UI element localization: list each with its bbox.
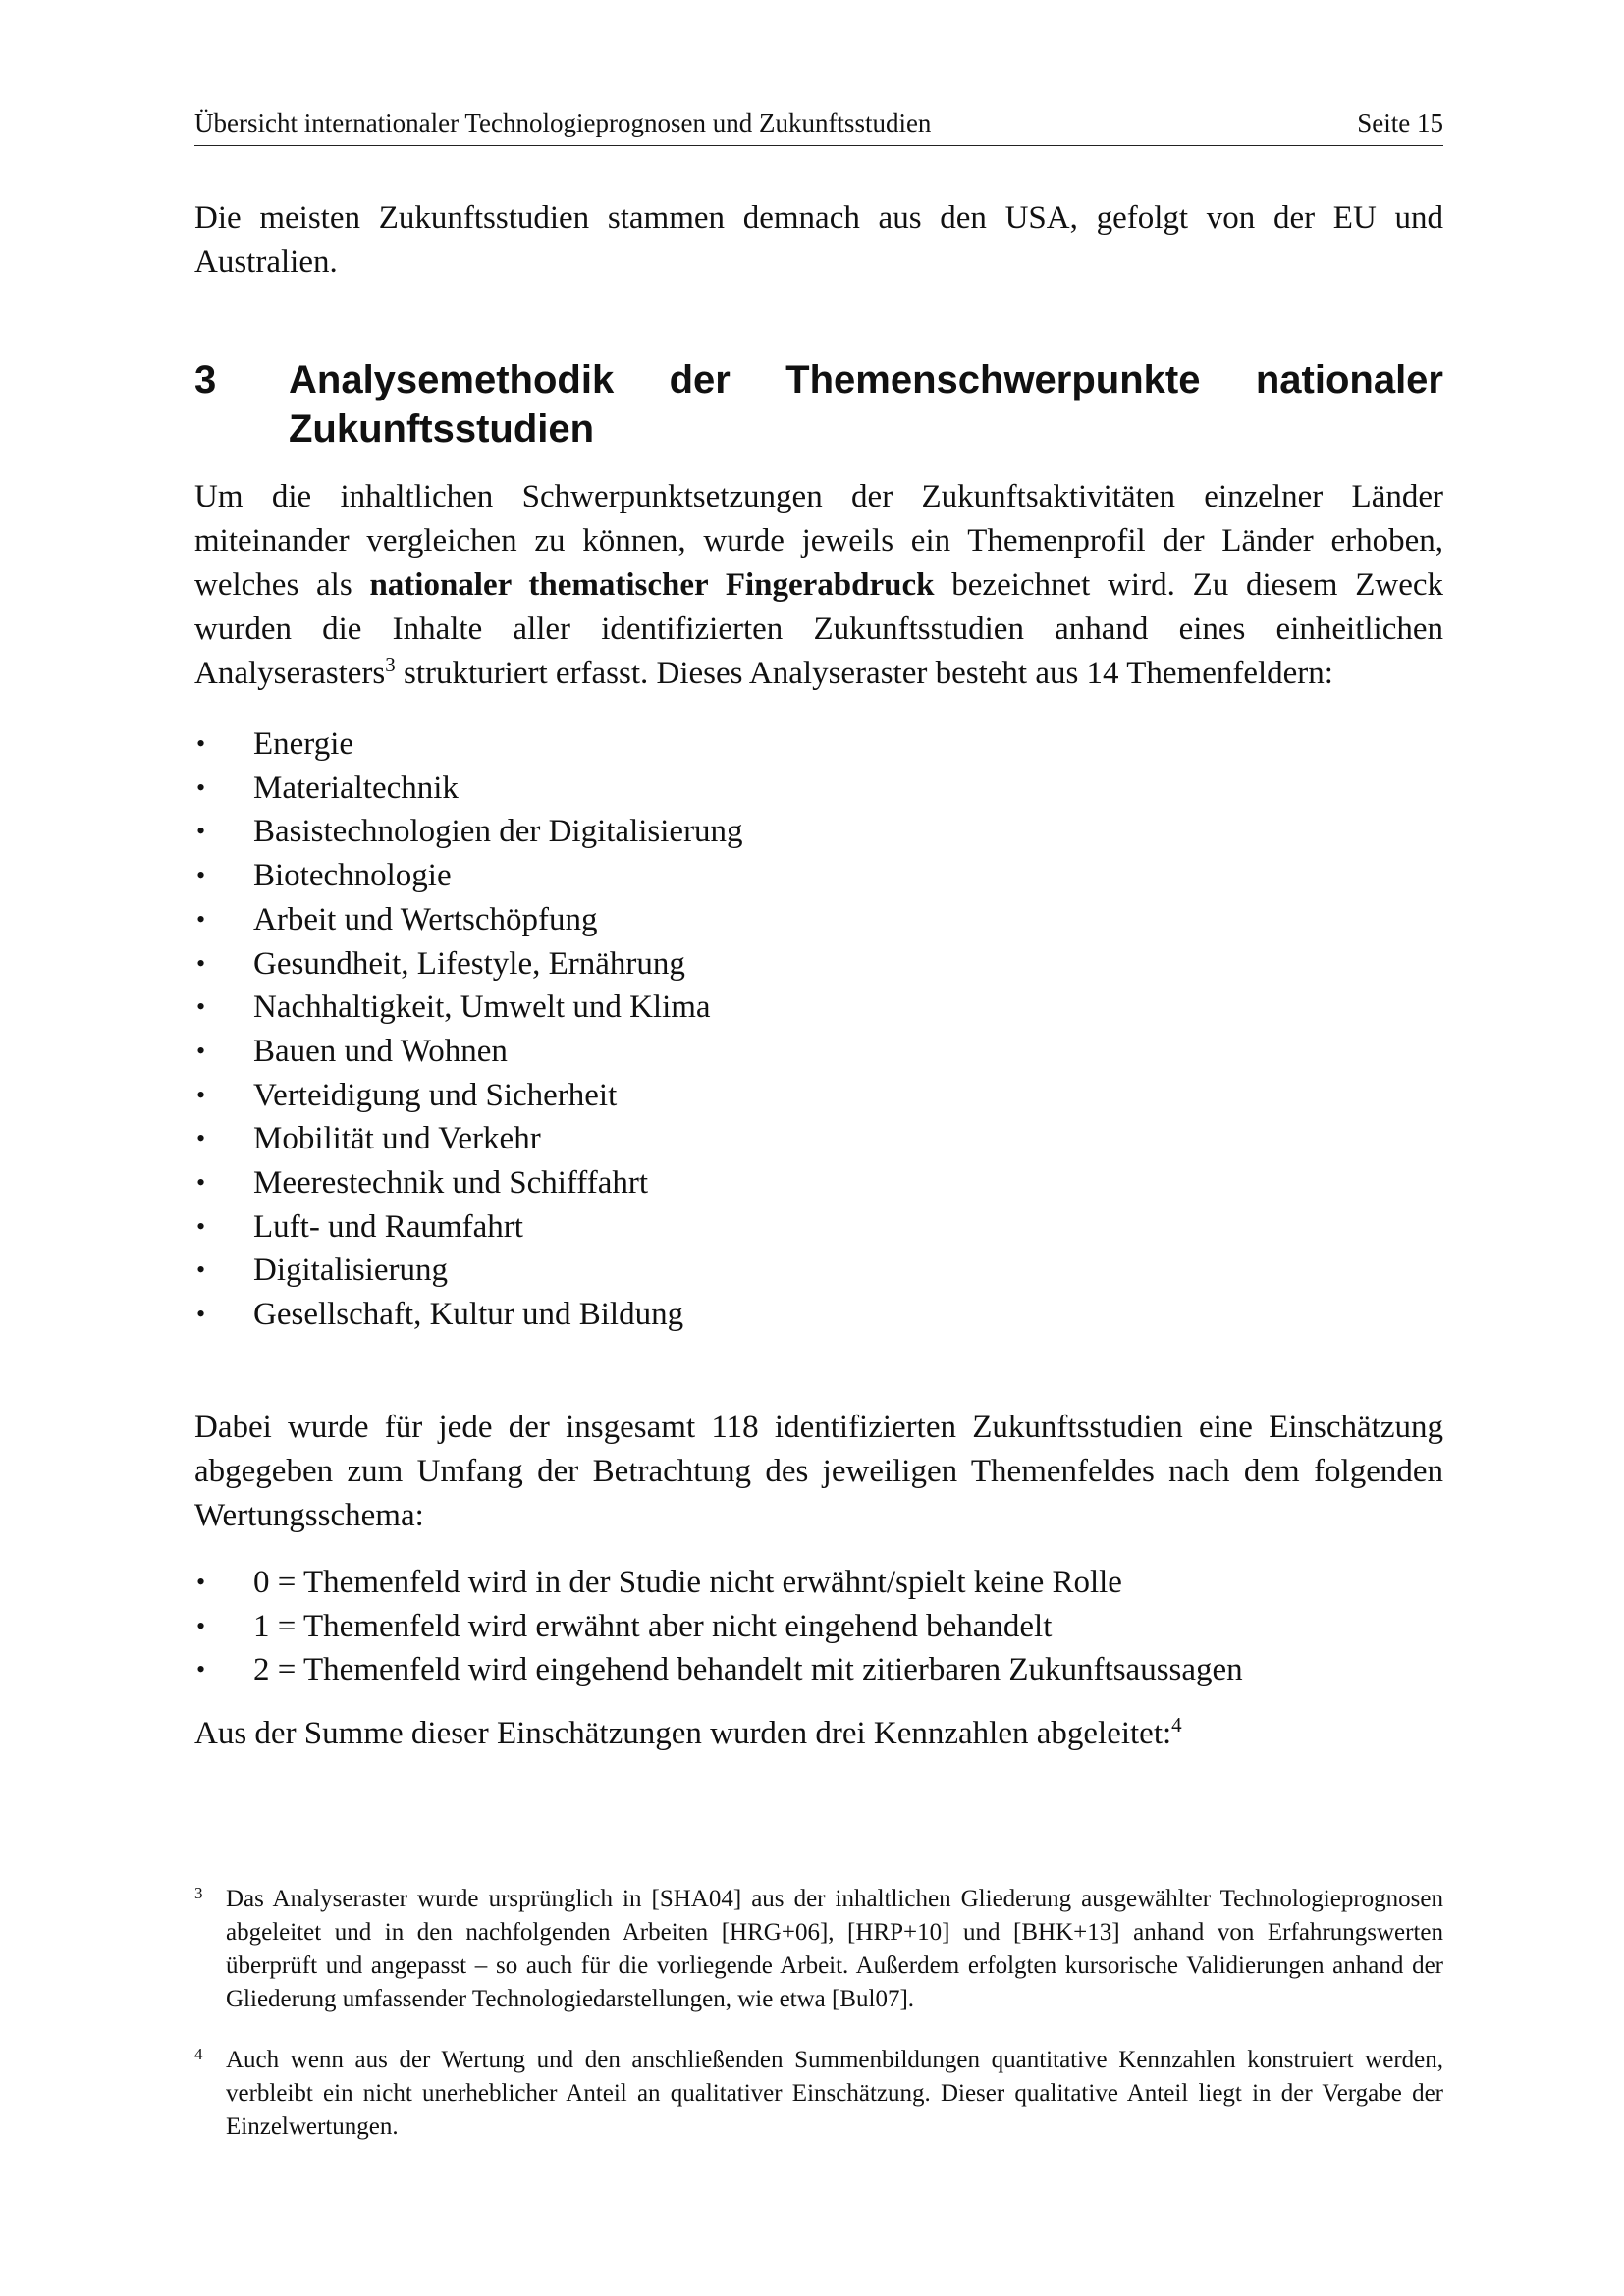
paragraph-text: Um die inhaltlichen Schwerpunktsetzungen der Zukunftsaktivitäten einzelner Länder miteinander vergleichen zu können, wurde jeweils ein Themenprofil der Länder erhoben, welches als xyxy=(194,479,1443,603)
list-item: • Bauen und Wohnen xyxy=(194,1030,1443,1074)
bullet-icon: • xyxy=(196,1211,206,1241)
method-paragraph xyxy=(194,475,1443,696)
bullet-icon: • xyxy=(196,948,206,978)
bullet-icon: • xyxy=(196,1655,206,1684)
footnote-text: Auch wenn aus der Wertung und den anschließenden Summenbildungen quantitative Kennzahlen konstruiert werden, verbleibt ein nicht unerheblicher Anteil an qualitativer Einschätzung. Dieser qualitative Anteil liegt in der Vergabe der Einzelwertungen. xyxy=(226,2047,1443,2140)
footnote xyxy=(194,1883,1443,2016)
bullet-icon: • xyxy=(196,1036,206,1065)
list-item: • Gesellschaft, Kultur und Bildung xyxy=(194,1293,1443,1337)
bullet-icon: • xyxy=(196,992,206,1022)
list-item: • 1 = Themenfeld wird erwähnt aber nicht eingehend behandelt xyxy=(194,1605,1443,1649)
list-item: • Energie xyxy=(194,722,1443,767)
bullet-icon: • xyxy=(196,817,206,846)
list-item: • Verteidigung und Sicherheit xyxy=(194,1074,1443,1118)
rating-scheme-list xyxy=(194,1561,1443,1692)
paragraph-text: strukturiert erfasst. Dieses Analyseraster besteht aus 14 Themenfeldern: xyxy=(395,656,1333,691)
list-item: • 0 = Themenfeld wird in der Studie nicht erwähnt/spielt keine Rolle xyxy=(194,1561,1443,1605)
list-item: • Nachhaltigkeit, Umwelt und Klima xyxy=(194,986,1443,1030)
bullet-icon: • xyxy=(196,1255,206,1285)
bullet-icon: • xyxy=(196,1080,206,1109)
bullet-icon: • xyxy=(196,1168,206,1198)
rating-intro-paragraph: Dabei wurde für jede der insgesamt 118 identifizierten Zukunftsstudien eine Einschätzung abgegeben zum Umfang der Betrachtung des jeweiligen Themenfeldes nach dem folgenden Wertungsschema: xyxy=(194,1410,1443,1533)
section-number: 3 xyxy=(194,358,217,401)
list-item: • Mobilität und Verkehr xyxy=(194,1117,1443,1161)
header-title: Übersicht internationaler Technologieprognosen und Zukunftsstudien xyxy=(194,108,932,137)
footnote-mark: 4 xyxy=(194,2045,203,2063)
bullet-icon: • xyxy=(196,729,206,758)
bullet-icon: • xyxy=(196,904,206,934)
list-item: • Meerestechnik und Schifffahrt xyxy=(194,1161,1443,1205)
bullet-icon: • xyxy=(196,1124,206,1153)
footnote-ref[interactable]: 4 xyxy=(1171,1713,1182,1736)
list-item: • Basistechnologien der Digitalisierung xyxy=(194,810,1443,854)
bold-term: nationaler thematischer Fingerabdruck xyxy=(369,567,935,603)
list-item: • Arbeit und Wertschöpfung xyxy=(194,898,1443,942)
footnote xyxy=(194,2044,1443,2144)
bullet-icon: • xyxy=(196,861,206,890)
list-item: • Biotechnologie xyxy=(194,854,1443,898)
footnote-ref[interactable]: 3 xyxy=(385,653,396,676)
paragraph-text: bezeichnet wird. Zu diesem Zweck wurden die Inhalte aller identifizierten Zukunftsstudien anhand eines einheitlichen Analyserasters xyxy=(194,567,1443,691)
intro-paragraph: Die meisten Zukunftsstudien stammen demnach aus den USA, gefolgt von der EU und Australien. xyxy=(194,200,1443,280)
list-item: • Digitalisierung xyxy=(194,1249,1443,1293)
running-header xyxy=(194,106,1443,146)
kennzahlen-paragraph: Aus der Summe dieser Einschätzungen wurden drei Kennzahlen abgeleitet:$^4$ xyxy=(194,1713,1182,1751)
list-item: • 2 = Themenfeld wird eingehend behandelt mit zitierbaren Zukunftsaussagen xyxy=(194,1648,1443,1692)
bullet-icon: • xyxy=(196,1300,206,1329)
section-title: Analysemethodik der Themenschwerpunkte nationaler Zukunftsstudien xyxy=(289,358,1443,451)
list-item: • Gesundheit, Lifestyle, Ernährung xyxy=(194,942,1443,987)
bullet-icon: • xyxy=(196,1568,206,1596)
page-number: Seite 15 xyxy=(1357,108,1443,137)
list-item: • Materialtechnik xyxy=(194,767,1443,811)
topic-list xyxy=(194,722,1443,1337)
list-item: • Luft- und Raumfahrt xyxy=(194,1205,1443,1250)
bullet-icon: • xyxy=(196,1611,206,1640)
bullet-icon: • xyxy=(196,773,206,802)
footnote-mark: 3 xyxy=(194,1884,203,1902)
footnote-text: Das Analyseraster wurde ursprünglich in [SHA04] aus der inhaltlichen Gliederung ausgewählter Technologieprognosen abgeleitet und in den nachfolgenden Arbeiten [HRG+06], [HRP+10] und [BHK+13] anhand von Erfahrungswerten überprüft und angepasst – so auch für die vorliegende Arbeit. Außerdem erfolgten kursorische Validierungen anhand der Gliederung umfassender Technologiedarstellungen, wie etwa [Bul07]. xyxy=(226,1886,1443,2012)
